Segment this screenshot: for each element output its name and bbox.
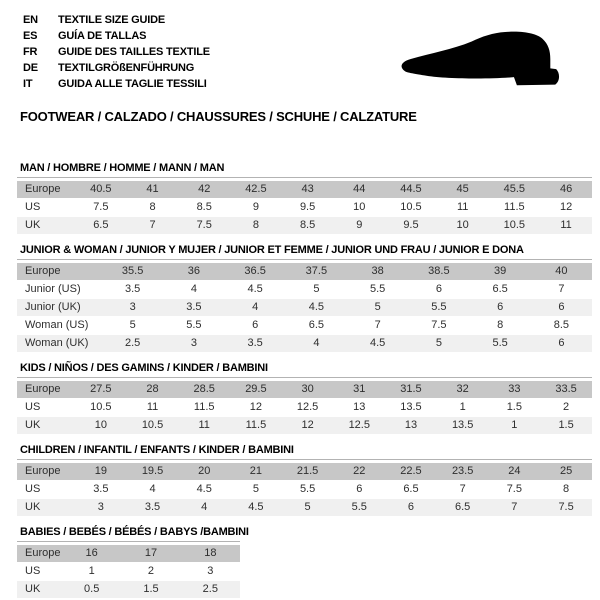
section-title: CHILDREN / INFANTIL / ENFANTS / KINDER / BAMBINI xyxy=(20,444,294,456)
size-cell: 12.5 xyxy=(296,401,319,413)
size-cell: 36 xyxy=(163,263,224,280)
size-cell: 10.5 xyxy=(127,417,179,434)
size-cell: 1.5 xyxy=(121,581,180,598)
size-cell: 25 xyxy=(540,463,592,480)
row-label: UK xyxy=(17,499,75,516)
row-label: Europe xyxy=(17,181,75,198)
size-cell: 6 xyxy=(435,283,442,295)
size-cell: 8.5 xyxy=(553,319,570,331)
size-cell: 19 xyxy=(75,463,127,480)
row-label: Europe xyxy=(17,263,102,280)
size-cell: 11 xyxy=(540,217,592,234)
size-cell: 4 xyxy=(225,299,286,316)
dress-shoe-icon xyxy=(396,30,568,94)
row-label: UK xyxy=(17,217,75,234)
size-cell: 4.5 xyxy=(230,499,282,516)
size-cell: 11.5 xyxy=(230,417,282,434)
size-cell: 8.5 xyxy=(196,201,212,213)
size-cell: 5 xyxy=(282,499,334,516)
row-label: US xyxy=(25,565,41,577)
size-cell: 1.5 xyxy=(506,401,522,413)
size-cell: 11.5 xyxy=(504,201,525,213)
size-cell: 11 xyxy=(456,201,469,213)
size-cell: 12 xyxy=(249,401,263,413)
size-cell: 41 xyxy=(127,181,179,198)
section-title: BABIES / BEBÉS / BÉBÉS / BABYS /BAMBINI xyxy=(20,526,249,538)
size-cell: 8 xyxy=(497,319,504,331)
language-code: EN xyxy=(23,14,38,26)
table-row xyxy=(17,217,592,234)
size-cell: 13 xyxy=(385,417,437,434)
size-cell: 18 xyxy=(181,545,240,562)
row-label: UK xyxy=(17,417,75,434)
table-header-row xyxy=(17,545,240,562)
size-cell: 5 xyxy=(129,319,136,331)
table-header-row xyxy=(17,181,592,198)
size-tables-area xyxy=(17,162,592,600)
size-cell: 19.5 xyxy=(127,463,179,480)
size-cell: 1 xyxy=(459,401,466,413)
size-cell: 6.5 xyxy=(492,283,508,295)
row-label: US xyxy=(25,483,41,495)
size-cell: 3.5 xyxy=(127,499,179,516)
language-code: DE xyxy=(23,62,38,74)
size-cell: 3.5 xyxy=(163,299,224,316)
language-row xyxy=(23,12,210,28)
size-cell: 4 xyxy=(178,499,230,516)
size-cell: 5.5 xyxy=(369,283,386,295)
language-code: FR xyxy=(23,46,38,58)
size-cell: 45 xyxy=(437,181,489,198)
size-cell: 17 xyxy=(121,545,180,562)
size-cell: 1 xyxy=(88,565,95,577)
size-cell: 22 xyxy=(333,463,385,480)
section-divider xyxy=(17,259,592,260)
size-cell: 35.5 xyxy=(102,263,163,280)
row-label: US xyxy=(25,201,41,213)
size-cell: 5.5 xyxy=(470,335,531,352)
language-title: GUIDE DES TAILLES TEXTILE xyxy=(58,46,210,58)
language-code: IT xyxy=(23,78,33,90)
size-cell: 7 xyxy=(127,217,179,234)
size-cell: 6.5 xyxy=(308,319,325,331)
size-cell: 7.5 xyxy=(178,217,230,234)
size-cell: 6 xyxy=(531,335,592,352)
category-heading: FOOTWEAR / CALZADO / CHAUSSURES / SCHUHE / CALZATURE xyxy=(20,109,417,124)
size-cell: 11.5 xyxy=(193,401,215,413)
size-cell: 6 xyxy=(385,499,437,516)
size-cell: 7 xyxy=(374,319,381,331)
table-row xyxy=(17,335,592,352)
size-cell: 6.5 xyxy=(437,499,489,516)
size-cell: 7.5 xyxy=(93,201,109,213)
row-label: Europe xyxy=(17,463,75,480)
table-row xyxy=(17,281,592,298)
size-cell: 13 xyxy=(353,401,366,413)
size-table xyxy=(17,262,592,353)
size-cell: 46 xyxy=(540,181,592,198)
size-cell: 5.5 xyxy=(333,499,385,516)
size-cell: 1.5 xyxy=(540,417,592,434)
size-cell: 9 xyxy=(333,217,385,234)
section-divider xyxy=(17,177,592,178)
size-cell: 9 xyxy=(252,201,259,213)
size-cell: 31.5 xyxy=(385,381,437,398)
section-divider xyxy=(17,541,240,542)
table-row xyxy=(17,563,240,580)
size-cell: 8 xyxy=(149,201,156,213)
size-cell: 5 xyxy=(252,483,259,495)
size-cell: 6 xyxy=(470,299,531,316)
size-cell: 8.5 xyxy=(282,217,334,234)
size-cell: 27.5 xyxy=(75,381,127,398)
size-cell: 9.5 xyxy=(299,201,316,213)
size-cell: 20 xyxy=(178,463,230,480)
size-cell: 10 xyxy=(353,201,366,213)
size-cell: 12 xyxy=(559,201,573,213)
row-label: Europe xyxy=(17,381,75,398)
size-cell: 45.5 xyxy=(489,181,541,198)
size-cell: 2 xyxy=(563,401,570,413)
size-cell: 2.5 xyxy=(181,581,240,598)
size-cell: 3 xyxy=(163,335,224,352)
size-cell: 24 xyxy=(489,463,541,480)
size-cell: 13.5 xyxy=(437,417,489,434)
size-cell: 6.5 xyxy=(75,217,127,234)
size-cell: 7 xyxy=(489,499,541,516)
size-section xyxy=(17,244,592,353)
size-cell: 4 xyxy=(149,483,156,495)
row-label: Europe xyxy=(17,545,62,562)
size-cell: 10.5 xyxy=(90,401,112,413)
size-cell: 5 xyxy=(313,283,320,295)
row-label: Woman (US) xyxy=(25,319,89,331)
size-cell: 3 xyxy=(75,499,127,516)
size-cell: 2 xyxy=(147,565,155,577)
section-divider xyxy=(17,459,592,460)
section-title: JUNIOR & WOMAN / JUNIOR Y MUJER / JUNIOR ET FEMME / JUNIOR UND FRAU / JUNIOR E DONA xyxy=(20,244,524,256)
size-cell: 4 xyxy=(286,335,347,352)
size-cell: 37.5 xyxy=(286,263,347,280)
language-row xyxy=(23,44,210,60)
size-cell: 5.5 xyxy=(186,319,202,331)
size-cell: 21 xyxy=(230,463,282,480)
table-row xyxy=(17,499,592,516)
size-cell: 39 xyxy=(470,263,531,280)
language-title: GUÍA DE TALLAS xyxy=(58,30,147,42)
size-cell: 7 xyxy=(459,483,466,495)
size-cell: 16 xyxy=(62,545,121,562)
table-row xyxy=(17,481,592,498)
size-cell: 44 xyxy=(333,181,385,198)
size-cell: 44.5 xyxy=(385,181,437,198)
size-cell: 33 xyxy=(489,381,541,398)
size-table xyxy=(17,544,240,599)
size-cell: 7.5 xyxy=(540,499,592,516)
size-cell: 3.5 xyxy=(225,335,286,352)
language-row xyxy=(23,76,210,92)
size-cell: 28 xyxy=(127,381,179,398)
size-cell: 12.5 xyxy=(333,417,385,434)
size-cell: 5 xyxy=(408,335,469,352)
table-row xyxy=(17,399,592,416)
size-table xyxy=(17,180,592,235)
language-code: ES xyxy=(23,30,38,42)
table-header-row xyxy=(17,463,592,480)
size-cell: 6 xyxy=(252,319,259,331)
size-cell: 4.5 xyxy=(196,483,212,495)
size-cell: 6 xyxy=(356,483,363,495)
size-cell: 33.5 xyxy=(540,381,592,398)
size-cell: 4.5 xyxy=(247,283,263,295)
size-cell: 12 xyxy=(282,417,334,434)
size-section xyxy=(17,362,592,435)
size-cell: 4.5 xyxy=(286,299,347,316)
table-row xyxy=(17,417,592,434)
table-row xyxy=(17,199,592,216)
size-cell: 23.5 xyxy=(437,463,489,480)
size-cell: 38 xyxy=(347,263,408,280)
size-cell: 3.5 xyxy=(124,283,141,295)
size-cell: 10.5 xyxy=(400,201,422,213)
size-cell: 21.5 xyxy=(282,463,334,480)
size-cell: 0.5 xyxy=(62,581,121,598)
size-cell: 10 xyxy=(437,217,489,234)
size-cell: 42.5 xyxy=(230,181,282,198)
table-row xyxy=(17,317,592,334)
language-list xyxy=(23,12,210,92)
size-cell: 3.5 xyxy=(93,483,109,495)
row-label: Junior (US) xyxy=(25,283,81,295)
size-cell: 5.5 xyxy=(299,483,316,495)
language-title: TEXTILGRÖßENFÜHRUNG xyxy=(58,62,195,74)
row-label: UK xyxy=(17,581,62,598)
size-cell: 11 xyxy=(146,401,159,413)
size-cell: 43 xyxy=(282,181,334,198)
section-title: MAN / HOMBRE / HOMME / MANN / MAN xyxy=(20,162,225,174)
size-cell: 32 xyxy=(437,381,489,398)
size-cell: 4 xyxy=(190,283,197,295)
size-cell: 7 xyxy=(558,283,565,295)
row-label: Junior (UK) xyxy=(17,299,102,316)
size-cell: 8 xyxy=(563,483,570,495)
size-cell: 5 xyxy=(347,299,408,316)
size-cell: 3 xyxy=(207,565,214,577)
size-cell: 10 xyxy=(75,417,127,434)
size-cell: 7.5 xyxy=(431,319,447,331)
size-table xyxy=(17,380,592,435)
row-label: Woman (UK) xyxy=(17,335,102,352)
language-row xyxy=(23,28,210,44)
size-cell: 11 xyxy=(178,417,230,434)
size-cell: 10.5 xyxy=(489,217,541,234)
size-section xyxy=(17,162,592,235)
language-title: GUIDA ALLE TAGLIE TESSILI xyxy=(58,78,207,90)
table-row xyxy=(17,581,240,598)
size-cell: 2.5 xyxy=(102,335,163,352)
size-cell: 13.5 xyxy=(400,401,422,413)
size-cell: 40 xyxy=(531,263,592,280)
size-section xyxy=(17,444,592,517)
size-cell: 6 xyxy=(531,299,592,316)
size-cell: 1 xyxy=(489,417,541,434)
size-cell: 30 xyxy=(282,381,334,398)
row-label: US xyxy=(25,401,41,413)
size-cell: 38.5 xyxy=(408,263,469,280)
size-cell: 29.5 xyxy=(230,381,282,398)
table-header-row xyxy=(17,381,592,398)
size-cell: 5.5 xyxy=(408,299,469,316)
size-section xyxy=(17,526,592,599)
language-title: TEXTILE SIZE GUIDE xyxy=(58,14,166,26)
size-cell: 6.5 xyxy=(403,483,419,495)
size-cell: 31 xyxy=(333,381,385,398)
size-table xyxy=(17,462,592,517)
table-header-row xyxy=(17,263,592,280)
size-cell: 4.5 xyxy=(347,335,408,352)
section-title: KIDS / NIÑOS / DES GAMINS / KINDER / BAMBINI xyxy=(20,362,268,374)
size-cell: 9.5 xyxy=(385,217,437,234)
size-cell: 36.5 xyxy=(225,263,286,280)
size-cell: 22.5 xyxy=(385,463,437,480)
size-cell: 28.5 xyxy=(178,381,230,398)
table-row xyxy=(17,299,592,316)
size-cell: 42 xyxy=(178,181,230,198)
size-cell: 40.5 xyxy=(75,181,127,198)
size-cell: 3 xyxy=(102,299,163,316)
section-divider xyxy=(17,377,592,378)
language-row xyxy=(23,60,210,76)
size-cell: 7.5 xyxy=(506,483,522,495)
size-cell: 8 xyxy=(230,217,282,234)
